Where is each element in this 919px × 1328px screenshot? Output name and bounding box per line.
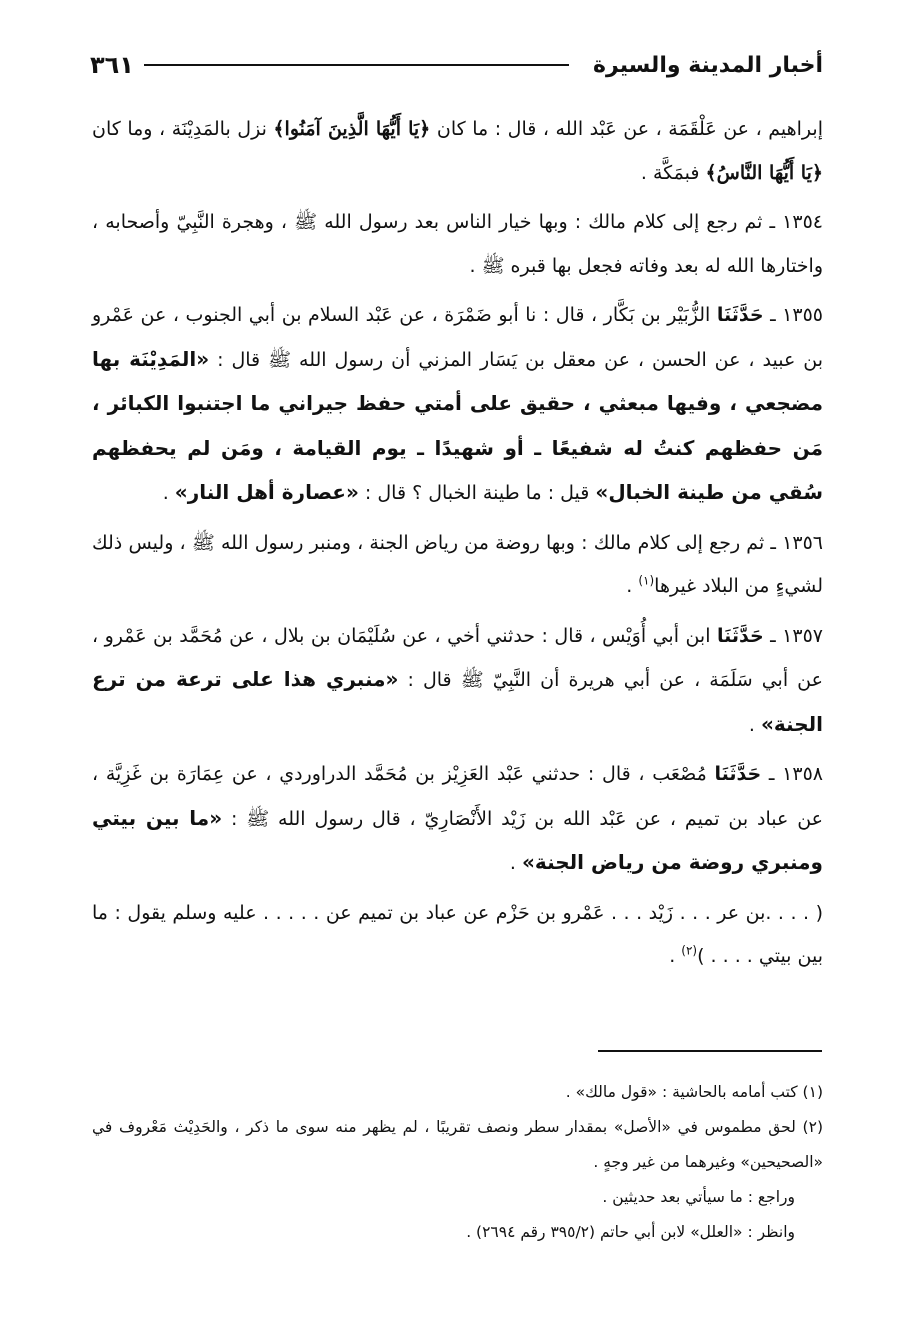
footnote-rule (598, 1050, 822, 1052)
hadith-text: «منبري هذا على ترعة من ترع الجنة» (92, 667, 823, 736)
footnote-ref: (١) (638, 573, 655, 588)
footnote-2: (٢) لحق مطموس في «الأصل» بمقدار سطر ونصف تقريبًا ، لم يظهر منه سوى ما ذكر ، والحَدِيْث مَعْروف في «الصحيحين» وغيرهما من غير وجهٍ . (92, 1118, 823, 1171)
text-run: . (669, 945, 682, 967)
isnad-text: ابن أبي أُوَيْس ، قال : حدثني أخي ، عن سُلَيْمَان بن بلال ، عن مُحَمَّد بن عَمْرو ، عن أبي سَلَمَة ، عن أبي هريرة أن النَّبِيّ ﷺ قال : (92, 624, 823, 691)
hadith-number: ١٣٥٥ ـ (763, 304, 823, 326)
text-run: . (162, 482, 175, 504)
text-run: ١٣٥٦ ـ ثم رجع إلى كلام مالك : وبها روضة من رياض الجنة ، ومنبر رسول الله ﷺ ، وليس ذلك لشيءٍ من البلاد غيرها (92, 531, 823, 597)
text-run: إبراهيم ، عن عَلْقَمَة ، عن عَبْد الله ، قال : ما كان (430, 118, 823, 140)
isnad-text: الزُّبَيْر بن بَكَّار ، قال : نا أبو ضَمْرَة ، عن عَبْد السلام بن أبي الجنوب ، عن عَمْرو بن عبيد ، عن الحسن ، عن معقل بن يَسَار المزني أن رسول الله ﷺ قال : (92, 304, 824, 371)
text-run: . (748, 713, 761, 736)
running-title: أخبار المدينة والسيرة (593, 52, 823, 78)
quran-verse: ﴿يَا أَيُّهَا النَّاسُ﴾ (705, 161, 823, 184)
text-run: . (509, 852, 523, 874)
quran-verse: ﴿يَا أَيُّهَا الَّذِينَ آمَنُوا﴾ (273, 118, 431, 140)
footnote-2-see-also: وراجع : ما سيأتي بعد حديثين . (602, 1188, 795, 1206)
footnotes (92, 1075, 823, 1250)
paragraph-1355 (92, 294, 823, 516)
text-run: ( . . . .بن عر . . . زَيْد . . . عَمْرو بن حَزْم عن عباد بن تميم عن . . . . . عليه وسلم يقول : ما بين بيتي . . . . ) (92, 901, 823, 967)
page-header (90, 40, 823, 90)
footnote-1: (١) كتب أمامه بالحاشية : «قول مالك» . (565, 1083, 823, 1101)
hadith-text: «عصارة أهل النار» (174, 480, 359, 504)
hadith-number: ١٣٥٧ ـ (763, 624, 823, 647)
footnote-ref: (٢) (681, 943, 698, 958)
text-run: قيل : ما طينة الخبال ؟ قال : (358, 482, 596, 504)
hadith-number: ١٣٥٨ ـ (761, 763, 823, 785)
paragraph-lacuna (92, 892, 823, 979)
header-rule (144, 64, 569, 66)
narration-word: حَدَّثَنَا (716, 624, 764, 647)
main-text (92, 108, 823, 985)
paragraph-1354 (92, 201, 823, 288)
text-run: نزل بالمَدِيْنَة ، وما كان (92, 118, 274, 140)
text-run: فبمَكَّة . (640, 161, 706, 184)
narration-word: حَدَّثَنَا (716, 304, 764, 326)
footnote-2-reference: وانظر : «العلل» لابن أبي حاتم (٣٩٥/٢ رقم ٢٦٩٤) . (466, 1223, 795, 1241)
paragraph-1358 (92, 753, 823, 886)
paragraph-1 (92, 108, 823, 195)
text-run: ١٣٥٤ ـ ثم رجع إلى كلام مالك : وبها خيار الناس بعد رسول الله ﷺ ، وهجرة النَّبِيّ وأصحابه ، واختارها الله له بعد وفاته فجعل بها قبره ﷺ . (92, 211, 823, 277)
paragraph-1356 (92, 522, 823, 609)
isnad-text: مُصْعَب ، قال : حدثني عَبْد العَزِيْز بن مُحَمَّد الدراوردي ، عن عِمَارَة بن غَزِيَّة ، عن عباد بن تميم ، عن عَبْد الله بن زَيْد الأَنْصَارِيّ ، قال رسول الله ﷺ : (92, 763, 824, 830)
narration-word: حَدَّثَنَا (714, 763, 762, 785)
hadith-text: «ما بين بيتي ومنبري روضة من رياض الجنة» (92, 805, 823, 874)
paragraph-1357 (92, 615, 823, 748)
page-number: ٣٦١ (90, 51, 134, 79)
hadith-text: «المَدِيْنَة بها مضجعي ، وفيها مبعثي ، حقيق على أمتي حفظ جيراني ما اجتنبوا الكبائر ، مَن حفظهم كنتُ له شفيعًا ـ أو شهيدًا ـ يوم القيامة ، ومَن لم يحفظهم سُقي من طينة الخبال» (92, 346, 823, 504)
text-run: . (626, 575, 639, 597)
